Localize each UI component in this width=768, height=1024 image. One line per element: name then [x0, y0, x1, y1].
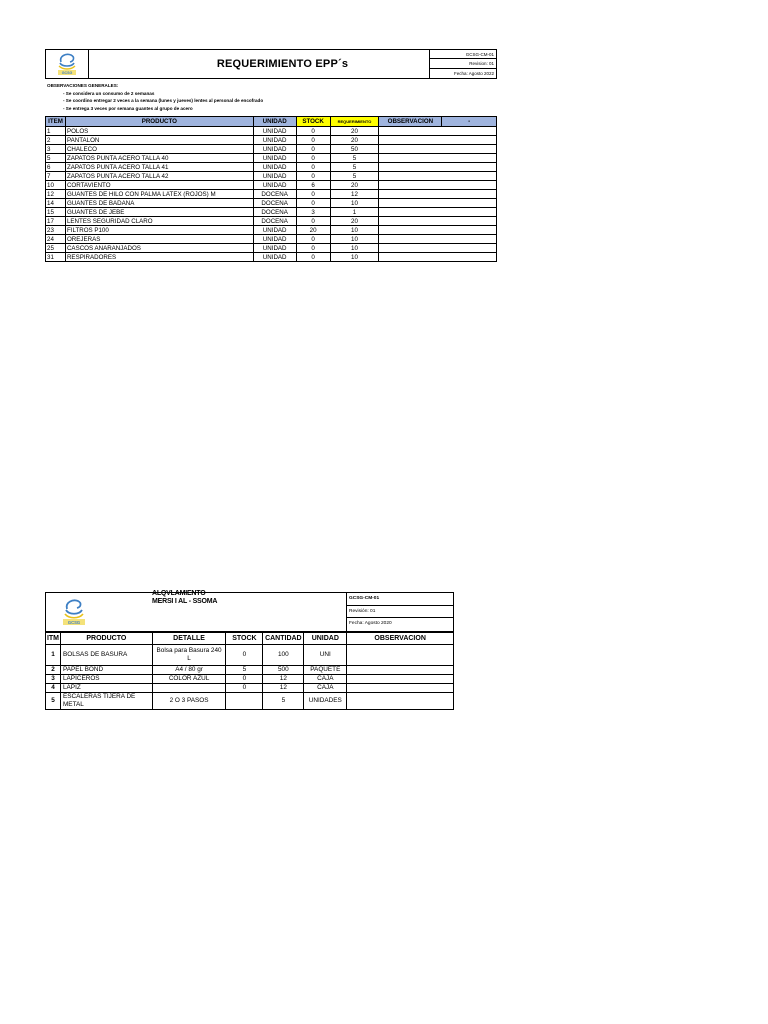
requirement-value: 50	[330, 145, 379, 154]
stock-value: 0	[296, 217, 330, 226]
document-revision: Revision: 01	[430, 59, 496, 68]
product-name: GUANTES DE BADANA	[65, 199, 253, 208]
stock-value	[226, 693, 263, 710]
quantity-value: 12	[263, 675, 304, 684]
item-number: 23	[46, 226, 66, 235]
stock-value: 0	[296, 172, 330, 181]
unit: DOCENA	[253, 199, 296, 208]
detail	[152, 684, 226, 693]
requirement-value: 1	[330, 208, 379, 217]
unit: DOCENA	[253, 217, 296, 226]
requirement-value: 10	[330, 253, 379, 262]
detail: Bolsa para Basura 240 L	[152, 645, 226, 666]
document-meta	[346, 593, 454, 631]
col-observacion: OBSERVACION	[379, 117, 442, 127]
observation	[379, 244, 497, 253]
observation	[347, 675, 454, 684]
stock-value: 0	[296, 136, 330, 145]
item-number: 25	[46, 244, 66, 253]
col-itm: ITM	[46, 633, 61, 645]
col-producto: PRODUCTO	[65, 117, 253, 127]
observation	[379, 154, 497, 163]
sheet1-title: REQUERIMIENTO EPP´s	[216, 58, 349, 70]
unit: UNIDAD	[253, 145, 296, 154]
stock-value: 3	[296, 208, 330, 217]
observation	[379, 208, 497, 217]
quantity-value: 500	[263, 666, 304, 675]
observation	[379, 199, 497, 208]
table-row	[46, 181, 497, 190]
col-cantidad: CANTIDAD	[263, 633, 304, 645]
item-number: 2	[46, 666, 61, 675]
product-name: CASCOS ANARANJADOS	[65, 244, 253, 253]
observation	[379, 217, 497, 226]
requirement-value: 5	[330, 163, 379, 172]
observation	[379, 226, 497, 235]
observation	[379, 163, 497, 172]
unit: UNIDAD	[253, 253, 296, 262]
sheet2-title-line1: ALQVLAMIENTO	[152, 590, 206, 597]
product-name: CORTAVIENTO	[65, 181, 253, 190]
observation	[347, 684, 454, 693]
sheet2-title	[152, 590, 217, 606]
stock-value: 0	[296, 163, 330, 172]
item-number: 1	[46, 127, 66, 136]
unit: DOCENA	[253, 208, 296, 217]
stock-value: 6	[296, 181, 330, 190]
col-extra: -	[442, 117, 497, 127]
stock-value: 0	[296, 235, 330, 244]
product-name: FILTROS P100	[65, 226, 253, 235]
unit: CAJA	[304, 675, 347, 684]
product-name: ZAPATOS PUNTA ACERO TALLA 41	[65, 163, 253, 172]
table-row	[46, 145, 497, 154]
observation	[379, 127, 497, 136]
document-revision: Revisión: 01	[347, 606, 454, 619]
requirement-value: 20	[330, 217, 379, 226]
item-number: 5	[46, 154, 66, 163]
item-number: 3	[46, 675, 61, 684]
stock-value: 5	[226, 666, 263, 675]
product-name: PANTALON	[65, 136, 253, 145]
epp-requirement-sheet	[45, 49, 497, 262]
product-name: LAPIZ	[60, 684, 152, 693]
observation-line: - Se coordino entregar 2 veces a la semana (lunes y jueves) lentes al personal de encofrado	[63, 98, 264, 103]
requirement-value: 10	[330, 244, 379, 253]
table-row	[46, 163, 497, 172]
observation	[379, 172, 497, 181]
col-stock: STOCK	[296, 117, 330, 127]
table-row	[46, 675, 454, 684]
product-name: ZAPATOS PUNTA ACERO TALLA 40	[65, 154, 253, 163]
unit: PAQUETE	[304, 666, 347, 675]
item-number: 15	[46, 208, 66, 217]
table-row	[46, 235, 497, 244]
table-row	[46, 136, 497, 145]
requirement-value: 5	[330, 172, 379, 181]
product-name: ZAPATOS PUNTA ACERO TALLA 42	[65, 172, 253, 181]
col-item: ITEM	[46, 117, 66, 127]
observation	[379, 190, 497, 199]
observation	[379, 181, 497, 190]
requirement-value: 10	[330, 226, 379, 235]
requirement-value: 20	[330, 181, 379, 190]
detail: 2 O 3 PASOS	[152, 693, 226, 710]
col-observacion: OBSERVACION	[347, 633, 454, 645]
table-row	[46, 154, 497, 163]
requirement-value: 12	[330, 190, 379, 199]
item-number: 31	[46, 253, 66, 262]
item-number: 5	[46, 693, 61, 710]
table-row	[46, 666, 454, 675]
product-name: LENTES SEGURIDAD CLARO	[65, 217, 253, 226]
unit: UNIDAD	[253, 136, 296, 145]
stock-value: 0	[296, 154, 330, 163]
product-name: OREJERAS	[65, 235, 253, 244]
item-number: 17	[46, 217, 66, 226]
item-number: 6	[46, 163, 66, 172]
unit: UNIDADES	[304, 693, 347, 710]
sheet2-header	[45, 592, 454, 632]
supplies-table	[45, 632, 454, 710]
product-name: RESPIRADORES	[65, 253, 253, 262]
col-requerimiento: REQUERIMIENTO	[330, 117, 379, 127]
col-stock: STOCK	[226, 633, 263, 645]
item-number: 12	[46, 190, 66, 199]
table-header-row	[46, 633, 454, 645]
detail: COLOR AZUL	[152, 675, 226, 684]
item-number: 7	[46, 172, 66, 181]
unit: UNIDAD	[253, 235, 296, 244]
table-row	[46, 253, 497, 262]
stock-value: 0	[226, 645, 263, 666]
table-row	[46, 693, 454, 710]
product-name: ESCALERAS TIJERA DE METAL	[60, 693, 152, 710]
quantity-value: 12	[263, 684, 304, 693]
product-name: PAPEL BOND	[60, 666, 152, 675]
observation	[379, 136, 497, 145]
col-producto: PRODUCTO	[60, 633, 152, 645]
product-name: GUANTES DE HILO CON PALMA LATEX (ROJOS) M	[65, 190, 253, 199]
item-number: 10	[46, 181, 66, 190]
table-row	[46, 244, 497, 253]
unit: UNI	[304, 645, 347, 666]
table-row	[46, 190, 497, 199]
unit: UNIDAD	[253, 154, 296, 163]
stock-value: 0	[226, 675, 263, 684]
stock-value: 0	[296, 127, 330, 136]
stock-value: 20	[296, 226, 330, 235]
product-name: BOLSAS DE BASURA	[60, 645, 152, 666]
quantity-value: 5	[263, 693, 304, 710]
office-supplies-sheet	[45, 592, 454, 710]
epp-table	[45, 116, 497, 262]
observation	[347, 693, 454, 710]
table-row	[46, 172, 497, 181]
general-observations	[45, 82, 497, 112]
observation-line: - Se entrega 3 veces por semana guantes al grupo de acero	[63, 105, 193, 111]
requirement-value: 10	[330, 199, 379, 208]
item-number: 4	[46, 684, 61, 693]
unit: DOCENA	[253, 190, 296, 199]
stock-value: 0	[226, 684, 263, 693]
svg-text:GCSG: GCSG	[67, 620, 81, 625]
item-number: 3	[46, 145, 66, 154]
item-number: 1	[46, 645, 61, 666]
item-number: 2	[46, 136, 66, 145]
observation	[347, 666, 454, 675]
document-meta	[429, 50, 496, 78]
document-date: Fecha: Agosto 2020	[349, 621, 392, 627]
observation	[379, 253, 497, 262]
stock-value: 0	[296, 244, 330, 253]
table-row	[46, 217, 497, 226]
table-row	[46, 226, 497, 235]
table-header-row	[46, 117, 497, 127]
unit: UNIDAD	[253, 163, 296, 172]
table-row	[46, 684, 454, 693]
unit: UNIDAD	[253, 181, 296, 190]
sheet2-title-line2: MERSI I AL - SSOMA	[152, 598, 218, 605]
product-name: POLOS	[65, 127, 253, 136]
stock-value: 0	[296, 253, 330, 262]
svg-text:GCSG: GCSG	[61, 71, 73, 76]
company-logo	[46, 50, 89, 78]
observation-line: - Se considera un consumo de 2 semanas	[63, 90, 155, 96]
requirement-value: 5	[330, 154, 379, 163]
requirement-value: 20	[330, 127, 379, 136]
item-number: 14	[46, 199, 66, 208]
observation	[379, 235, 497, 244]
unit: UNIDAD	[253, 127, 296, 136]
table-row	[46, 208, 497, 217]
table-row	[46, 127, 497, 136]
unit: UNIDAD	[253, 244, 296, 253]
unit: UNIDAD	[253, 172, 296, 181]
quantity-value: 100	[263, 645, 304, 666]
document-code: GCSG-CM-01	[430, 50, 496, 59]
table-row	[46, 199, 497, 208]
stock-value: 0	[296, 199, 330, 208]
product-name: LAPICEROS	[60, 675, 152, 684]
stock-value: 0	[296, 190, 330, 199]
unit: UNIDAD	[253, 226, 296, 235]
sheet1-header	[45, 49, 497, 79]
observation	[379, 145, 497, 154]
document-code: GCSG-CM-01	[347, 593, 454, 606]
document-date: Fecha: Agosto 2022	[453, 70, 494, 76]
product-name: CHALECO	[65, 145, 253, 154]
item-number: 24	[46, 235, 66, 244]
col-unidad: UNIDAD	[304, 633, 347, 645]
requirement-value: 10	[330, 235, 379, 244]
observation	[347, 645, 454, 666]
requirement-value: 20	[330, 136, 379, 145]
observations-title: OBSERVACIONES GENERALES:	[47, 83, 119, 88]
company-logo	[46, 593, 102, 631]
col-detalle: DETALLE	[152, 633, 226, 645]
product-name: GUANTES DE JEBE	[65, 208, 253, 217]
unit: CAJA	[304, 684, 347, 693]
col-unidad: UNIDAD	[253, 117, 296, 127]
stock-value: 0	[296, 145, 330, 154]
detail: A4 / 80 gr	[152, 666, 226, 675]
table-row	[46, 645, 454, 666]
